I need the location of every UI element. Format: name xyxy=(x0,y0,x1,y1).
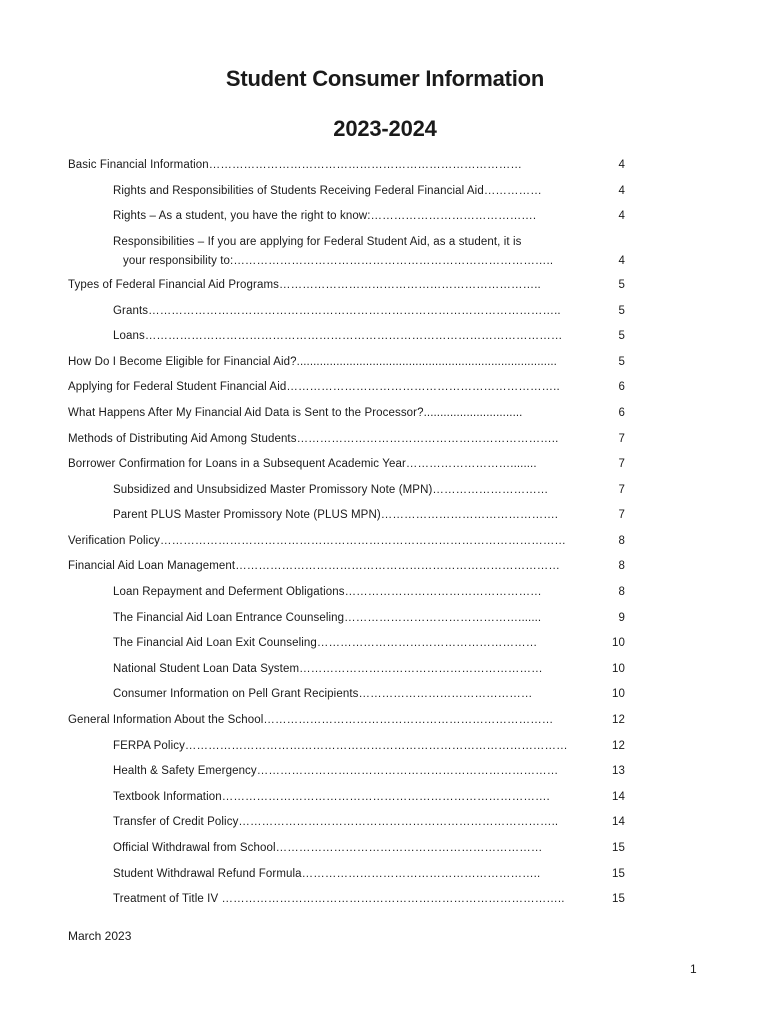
toc-entry-page: 7 xyxy=(618,458,625,470)
toc-entry[interactable] xyxy=(68,559,625,573)
toc-entry-title: How Do I Become Eligible for Financial Aid?............................................................................... xyxy=(68,356,557,368)
toc-entry-page: 15 xyxy=(612,842,625,854)
toc-entry-page: 7 xyxy=(618,484,625,496)
toc-entry[interactable] xyxy=(68,158,625,172)
toc-entry[interactable] xyxy=(113,739,625,753)
toc-entry-title-continued: your responsibility to:……………………………………………………………………….. xyxy=(123,255,554,267)
toc-entry-page: 10 xyxy=(612,663,625,675)
toc-entry-title: National Student Loan Data System……………………………………………………… xyxy=(113,663,543,675)
toc-entry-title: What Happens After My Financial Aid Data is Sent to the Processor?.............................. xyxy=(68,407,523,419)
toc-entry[interactable] xyxy=(113,611,625,625)
toc-entry-page: 7 xyxy=(618,509,625,521)
toc-entry[interactable] xyxy=(113,815,625,829)
toc-entry[interactable] xyxy=(113,304,625,318)
toc-entry-title: Responsibilities – If you are applying for Federal Student Aid, as a student, it is xyxy=(113,236,522,248)
toc-entry[interactable] xyxy=(113,662,625,676)
toc-entry-title: Grants…………………………………………………………………………………………….. xyxy=(113,305,561,317)
toc-entry[interactable] xyxy=(68,457,625,471)
toc-entry-title: Applying for Federal Student Financial Aid…………………………………………………………….. xyxy=(68,381,560,393)
toc-entry[interactable] xyxy=(113,636,625,650)
toc-entry-title: Parent PLUS Master Promissory Note (PLUS MPN)………………………………………. xyxy=(113,509,559,521)
toc-entry-title: Consumer Information on Pell Grant Recipients……………………………………… xyxy=(113,688,533,700)
toc-entry-page: 8 xyxy=(618,560,625,572)
toc-entry-title: Types of Federal Financial Aid Programs………………………………………………………….. xyxy=(68,279,541,291)
toc-entry[interactable] xyxy=(68,534,625,548)
toc-entry-title: Subsidized and Unsubsidized Master Promissory Note (MPN)………………………… xyxy=(113,484,549,496)
toc-entry-page: 10 xyxy=(612,688,625,700)
toc-entry[interactable] xyxy=(113,209,625,223)
toc-entry[interactable] xyxy=(68,380,625,394)
toc-entry[interactable] xyxy=(113,329,625,343)
document-year: 2023-2024 xyxy=(333,116,437,141)
toc-entry[interactable] xyxy=(68,713,625,727)
toc-entry-page: 12 xyxy=(612,740,625,752)
toc-entry-title: Treatment of Title IV …………………………………………………………………………….. xyxy=(113,893,565,905)
toc-entry-page: 13 xyxy=(612,765,625,777)
toc-entry-title: Financial Aid Loan Management………………………………………………………………………… xyxy=(68,560,561,572)
toc-entry-page: 6 xyxy=(618,407,625,419)
toc-entry-page: 15 xyxy=(612,893,625,905)
toc-entry[interactable] xyxy=(113,235,625,268)
toc-entry-page: 4 xyxy=(618,159,625,171)
toc-entry-title: The Financial Aid Loan Exit Counseling………………………………………………… xyxy=(113,637,538,649)
toc-entry[interactable] xyxy=(68,355,625,369)
toc-entry-title: Loan Repayment and Deferment Obligations…………………………………………… xyxy=(113,586,542,598)
toc-entry-page: 5 xyxy=(618,330,625,342)
toc-entry[interactable] xyxy=(113,790,625,804)
toc-entry[interactable] xyxy=(113,867,625,881)
toc-entry-title: FERPA Policy……………………………………………………………………………………… xyxy=(113,740,568,752)
toc-entry[interactable] xyxy=(113,841,625,855)
toc-entry[interactable] xyxy=(113,483,625,497)
toc-entry-title: Basic Financial Information……………………………………………………………………… xyxy=(68,159,522,171)
toc-entry[interactable] xyxy=(68,278,625,292)
toc-entry-page: 4 xyxy=(618,185,625,197)
toc-entry-page: 4 xyxy=(618,255,625,267)
toc-entry-page: 6 xyxy=(618,381,625,393)
toc-entry[interactable] xyxy=(113,764,625,778)
toc-entry-title: Loans……………………………………………………………………………………………… xyxy=(113,330,563,342)
toc-entry[interactable] xyxy=(113,687,625,701)
footer-date: March 2023 xyxy=(68,929,132,943)
toc-entry-title: Rights and Responsibilities of Students Receiving Federal Financial Aid…………… xyxy=(113,185,542,197)
toc-entry-page: 8 xyxy=(618,535,625,547)
toc-entry-title: Borrower Confirmation for Loans in a Subsequent Academic Year………………………........ xyxy=(68,458,537,470)
toc-entry[interactable] xyxy=(113,585,625,599)
toc-entry[interactable] xyxy=(113,508,625,522)
page-number: 1 xyxy=(690,962,697,976)
toc-entry[interactable] xyxy=(113,184,625,198)
toc-entry-page: 5 xyxy=(618,279,625,291)
toc-entry-page: 8 xyxy=(618,586,625,598)
toc-entry[interactable] xyxy=(68,406,625,420)
toc-entry-title: General Information About the School………………………………………………………………… xyxy=(68,714,554,726)
toc-entry-page: 10 xyxy=(612,637,625,649)
toc-entry-page: 15 xyxy=(612,868,625,880)
toc-entry-page: 4 xyxy=(618,210,625,222)
toc-entry[interactable] xyxy=(68,432,625,446)
toc-entry[interactable] xyxy=(113,892,625,906)
toc-entry-page: 14 xyxy=(612,816,625,828)
toc-entry-page: 14 xyxy=(612,791,625,803)
toc-entry-title: Rights – As a student, you have the right to know:……………………………………. xyxy=(113,210,537,222)
toc-entry-title: Official Withdrawal from School…………………………………………………………… xyxy=(113,842,543,854)
toc-entry-page: 9 xyxy=(618,612,625,624)
toc-entry-title: Student Withdrawal Refund Formula…………………………………………………….. xyxy=(113,868,541,880)
document-title: Student Consumer Information xyxy=(225,66,545,91)
toc-entry-page: 12 xyxy=(612,714,625,726)
toc-entry-title: The Financial Aid Loan Entrance Counseling………………………………………....... xyxy=(113,612,542,624)
toc-entry-page: 5 xyxy=(618,356,625,368)
toc-entry-page: 7 xyxy=(618,433,625,445)
toc-entry-page: 5 xyxy=(618,305,625,317)
toc-entry-title: Textbook Information…………………………………………………………………………. xyxy=(113,791,550,803)
toc-entry-title: Methods of Distributing Aid Among Students………………………………………………………….. xyxy=(68,433,559,445)
toc-entry-title: Verification Policy…………………………………………………………………………………………… xyxy=(68,535,567,547)
toc-entry-title: Health & Safety Emergency…………………………………………………………………… xyxy=(113,765,559,777)
toc-entry-title: Transfer of Credit Policy……………………………………………………………………….. xyxy=(113,816,559,828)
